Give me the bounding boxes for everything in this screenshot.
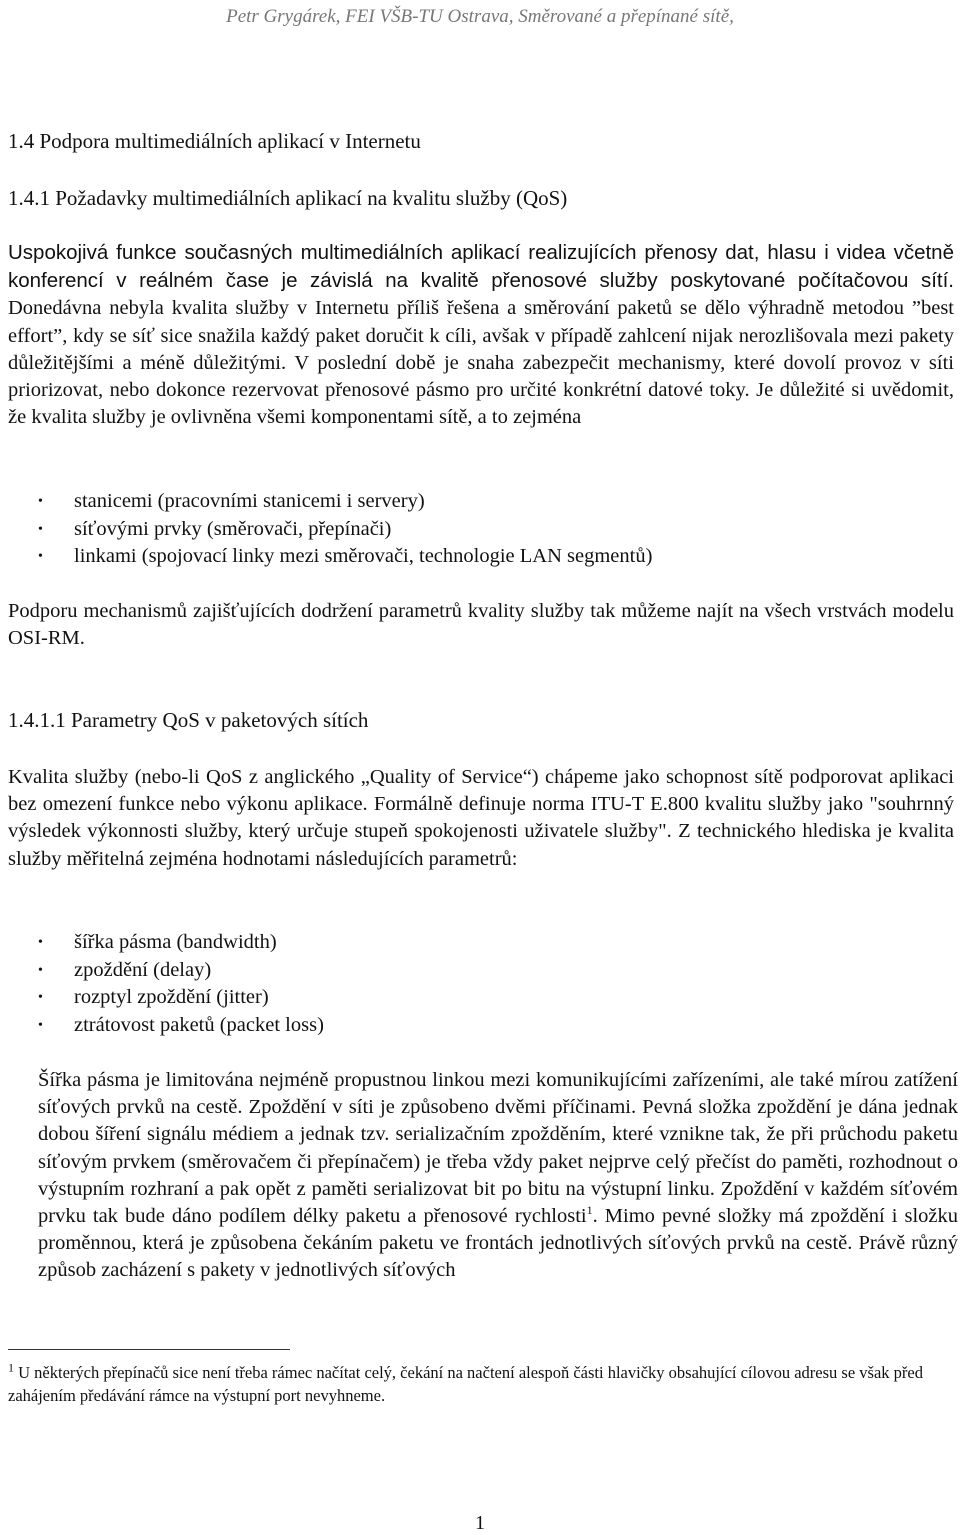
list-item: • rozptyl zpoždění (jitter) — [38, 984, 324, 1012]
section-heading-1-4-1-1: 1.4.1.1 Parametry QoS v paketových sítích — [8, 708, 369, 732]
qos-components-list — [38, 488, 652, 571]
bullet-icon: • — [38, 521, 43, 537]
list-item: • síťovými prvky (směrovači, přepínači) — [38, 516, 652, 544]
section-heading-1-4-1: 1.4.1 Požadavky multimediálních aplikací na kvalitu služby (QoS) — [8, 186, 568, 210]
footnote-reference: 1 — [586, 1203, 593, 1218]
footnote-separator — [8, 1349, 290, 1350]
list-item: • stanicemi (pracovními stanicemi i servery) — [38, 488, 652, 516]
list-item: • ztrátovost paketů (packet loss) — [38, 1012, 324, 1040]
qos-osi-paragraph: Podporu mechanismů zajišťujících dodržení parametrů kvality služby tak můžeme najít na všech vrstvách modelu OSI-RM. — [8, 600, 954, 650]
bullet-icon: • — [38, 1017, 43, 1033]
footnote-text: U některých přepínačů sice není třeba rámec načítat celý, čekání na načtení alespoň části hlavičky obsahující cílovou adresu se však před zahájením předávání rámce na výstupní port nevyhneme. — [8, 1363, 923, 1405]
page-number: 1 — [475, 1512, 485, 1534]
bullet-icon: • — [38, 494, 43, 509]
bandwidth-delay-paragraph: Šířka pásma je limitována nejméně propustnou linkou mezi komunikujícími zařízeními, ale také mírou zatížení síťových prvků na cestě. Zpoždění v síti je způsobeno dvěmi příčinami. Pevná složka zpoždění je dána jednak dobou šíření signálu médiem a jednak tzv. serializačním zpožděním, které vznikne tak, že při průchodu paketu síťovým prvkem (směrovačem či přepínačem) je třeba vždy paket nejprve celý přečíst do paměti, rozhodnout o výstupním rozhraní a pak opět z paměti serializovat bit po bitu na výstupní linku. Zpoždění v každém síťovém prvku tak bude dáno podílem délky paketu a přenosové rychlosti$^1$. Mimo pevné složky má zpoždění i složku proměnnou, která je způsobena čekáním paketu ve frontách jednotlivých síťových prvků na cestě. Právě různý způsob zacházení s pakety v jednotlivých síťových — [38, 1069, 958, 1282]
footnote-marker: 1 — [8, 1360, 14, 1375]
qos-parameters-list — [38, 929, 324, 1039]
list-item: • šířka pásma (bandwidth) — [38, 929, 324, 957]
section-heading-1-4: 1.4 Podpora multimediálních aplikací v Internetu — [8, 129, 421, 153]
bullet-icon: • — [38, 549, 43, 564]
bullet-icon: • — [38, 990, 43, 1005]
qos-intro-paragraph — [8, 239, 954, 431]
bullet-icon: • — [38, 935, 43, 950]
list-item: • zpoždění (delay) — [38, 957, 324, 985]
running-header: Petr Grygárek, FEI VŠB-TU Ostrava, Směrované a přepínané sítě, — [226, 6, 734, 27]
footnote — [8, 1361, 954, 1407]
list-item: • linkami (spojovací linky mezi směrovači, technologie LAN segmentů) — [38, 543, 652, 571]
qos-definition-paragraph: Kvalita služby (nebo-li QoS z anglického „Quality of Service“) chápeme jako schopnost sítě podporovat aplikaci bez omezení funkce nebo výkonu aplikace. Formálně definuje norma ITU-T E.800 kvalitu služby jako "souhrnný výsledek výkonnosti služby, který určuje stupeň spokojenosti uživatele služby". Z technického hlediska je kvalita služby měřitelná zejména hodnotami následujících parametrů: — [8, 766, 954, 870]
qos-intro-sentence: Uspokojivá funkce současných multimediálních aplikací realizujících přenosy dat, hlasu i videa včetně konferencí v reálném čase je závislá na kvalitě přenosové služby poskytované počítačovou sítí. — [8, 241, 954, 293]
qos-intro-continuation: Donedávna nebyla kvalita služby v Internetu příliš řešena a směrování paketů se dělo výhradně metodou ”best effort”, kdy se síť sice snažila každý paket doručit k cíli, avšak v případě zahlcení nijak nerozlišovala mezi pakety důležitějšími a méně důležitými. V poslední době je snaha zabezpečit mechanismy, které dovolí provoz v síti priorizovat, nebo dokonce rezervovat přenosové pásmo pro určité konkrétní datové toky. Je důležité si uvědomit, že kvalita služby je ovlivněna všemi komponentami sítě, a to zejména — [8, 297, 954, 429]
bullet-icon: • — [38, 962, 43, 978]
